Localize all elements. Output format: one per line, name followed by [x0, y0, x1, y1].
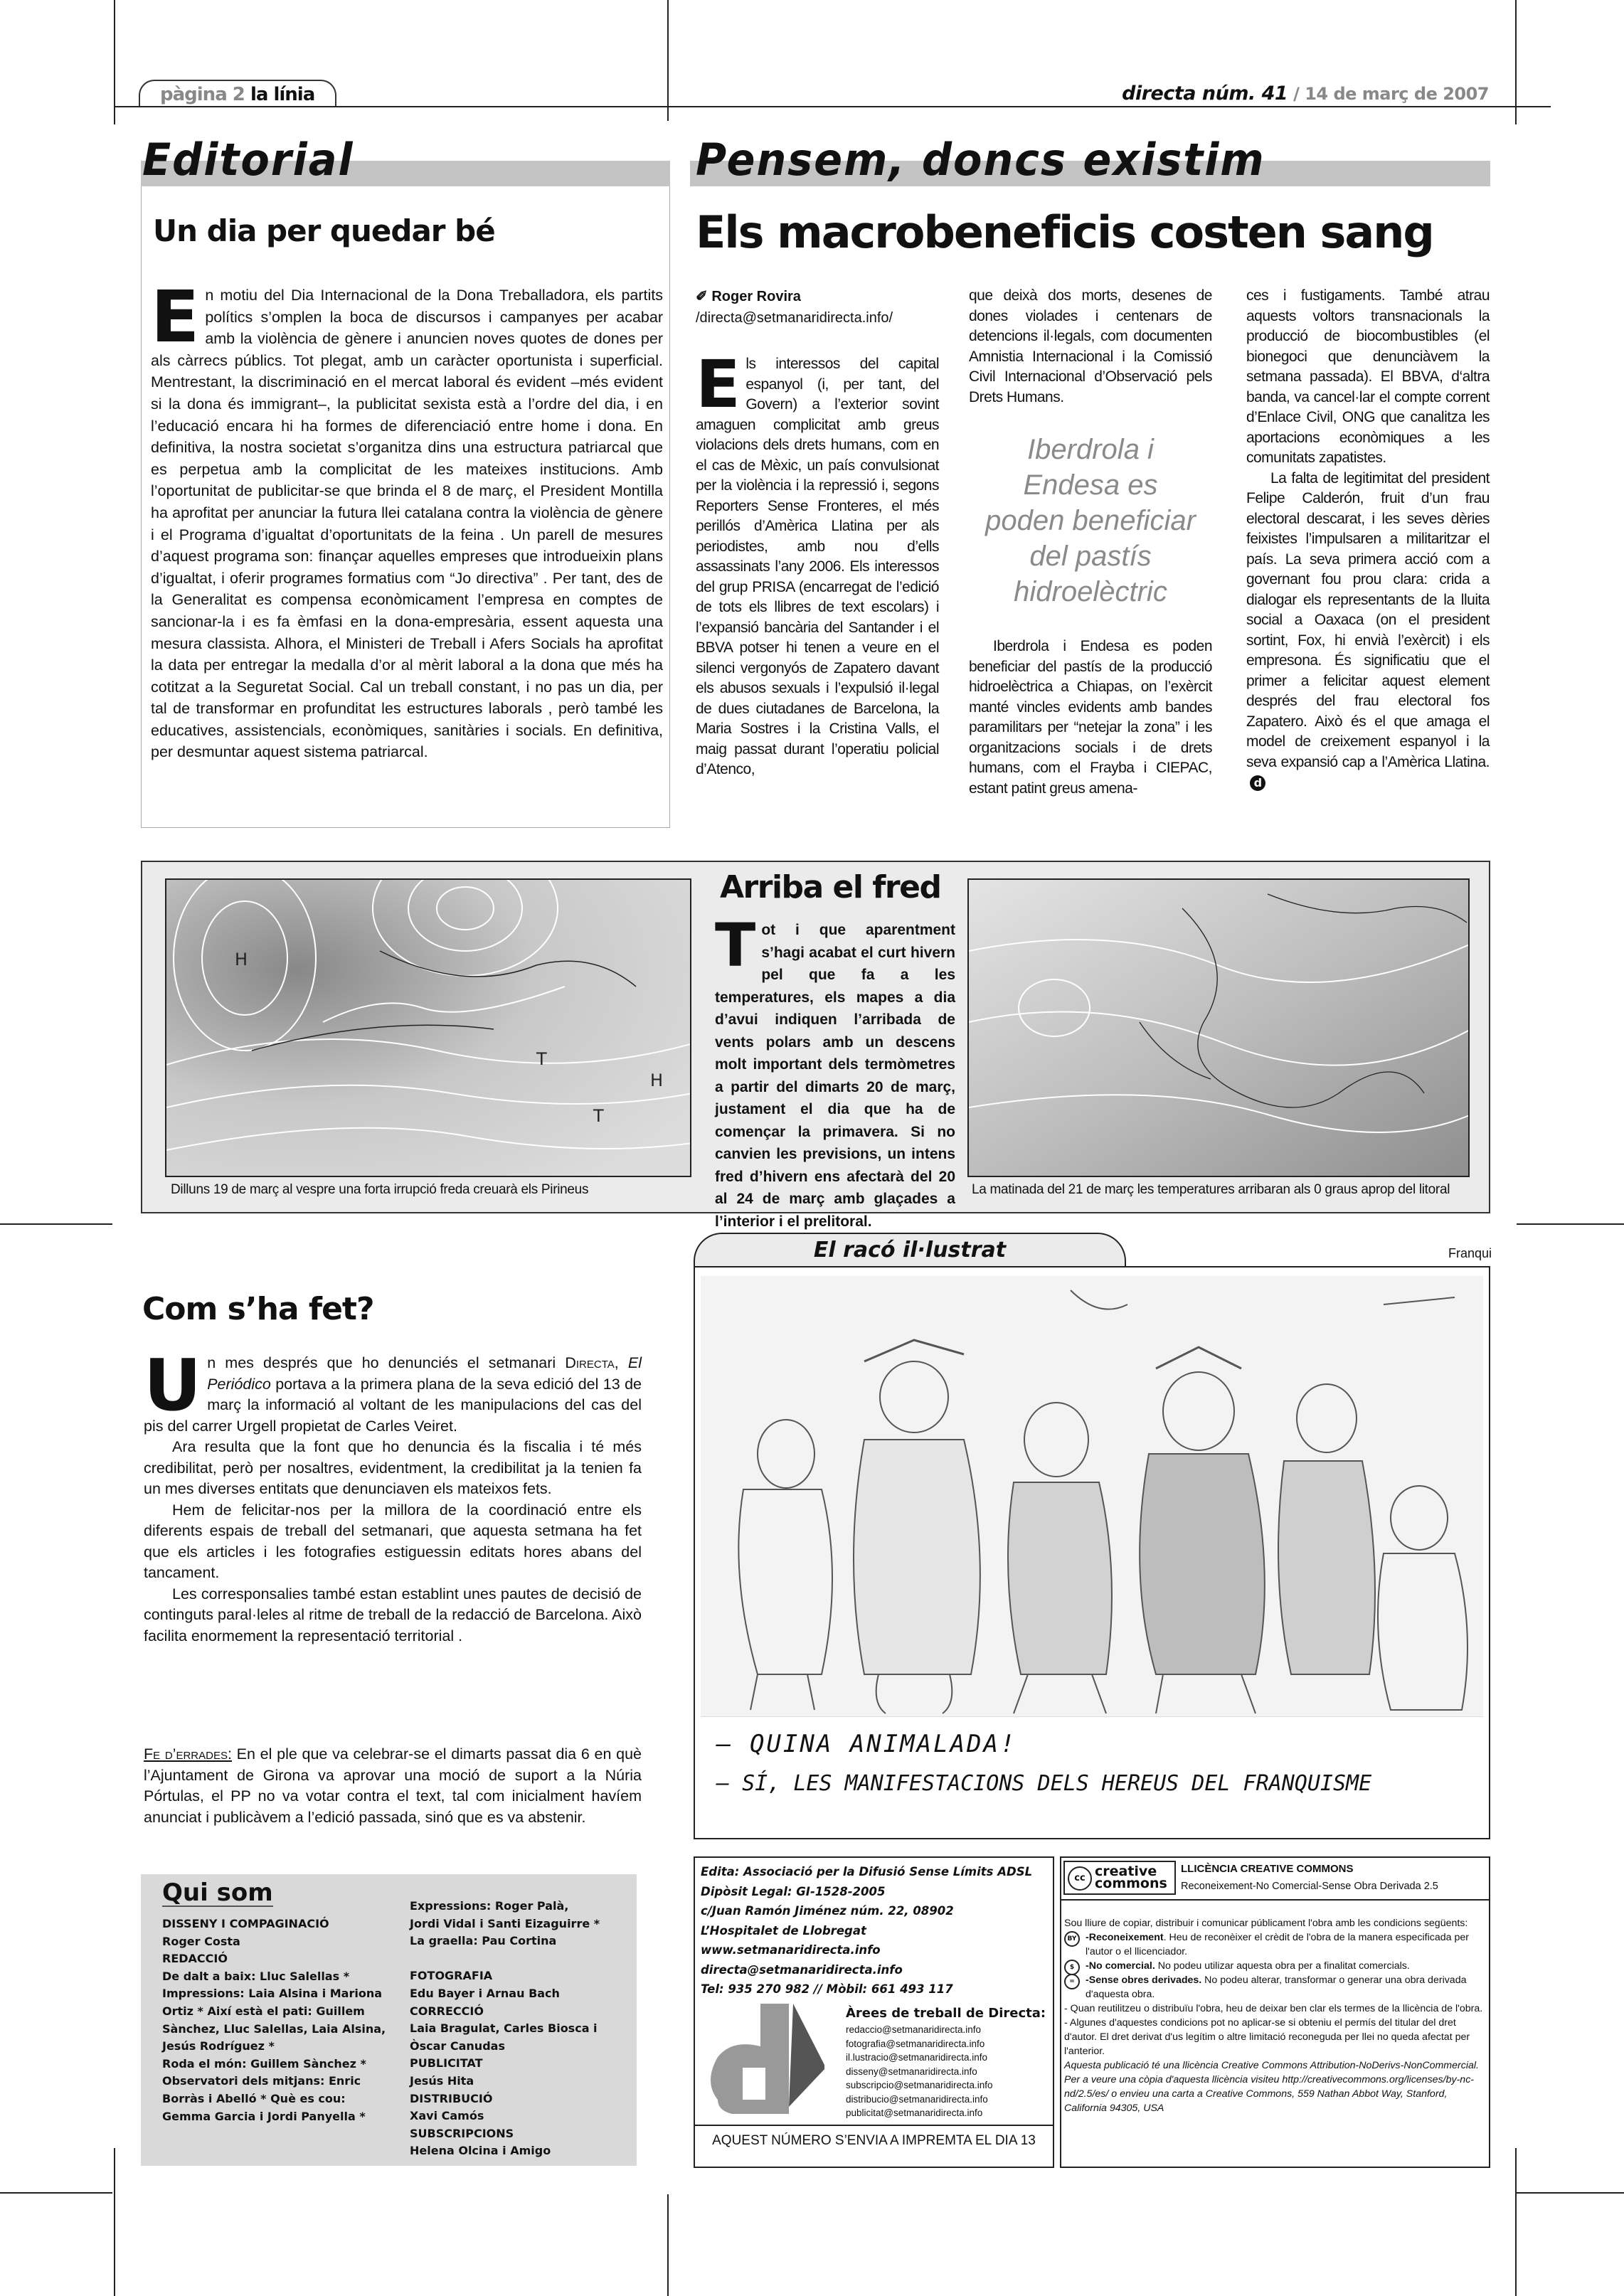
map-left-caption: Dilluns 19 de març al vespre una forta irrupció freda creuarà els Pirineus — [171, 1182, 589, 1197]
crop-mark — [667, 0, 669, 121]
opinion-section-title: Pensem, doncs existim — [696, 134, 1265, 186]
credit-line: Xavi Camós — [410, 2109, 484, 2123]
credits-left — [162, 1915, 418, 2125]
pull-quote: Iberdrola i Endesa es poden beneficiar del pastís hidroelèctric — [985, 434, 1196, 607]
map-right-caption: La matinada del 21 de març les temperatures arribaran als 0 graus aprop del litoral — [972, 1182, 1450, 1197]
weather-text: ot i que aparentment s’hagi acabat el curt hivern pel que fa a les temperatures, els mapes a dia d’avui indiquen l’arribada de vents polars amb un descens molt important dels termòmetres a partir del dimarts 20 de març, justament el dia que ha de començar la primavera. Si no canvien les previsions, un intens fred d’hivern ens afectarà del 20 al 24 de març amb glaçades a l’interior i el prelitoral. — [715, 922, 955, 1230]
condition-name: -Sense obres derivades. — [1086, 1975, 1202, 1986]
weather-body — [715, 910, 955, 1233]
cartoon-drawing — [701, 1276, 1483, 1717]
drop-cap: U — [144, 1344, 202, 1427]
errata-text: En el ple que va celebrar-se el dimarts passat dia 6 en què l’Ajuntament de Girona va aprovar una moció de suport a la Núria Pórtulas, el PP no va votar contra el text, tal com inicialment havíem anunciat i publicàvem a l’edició passada, sinó que es va abstenir. — [144, 1745, 642, 1826]
creative-commons-logo — [1063, 1861, 1176, 1895]
license-note-1: - Quan reutilitzeu o distribuïu l'obra, heu de deixar ben clar els termes de la llicència de l'obra. — [1064, 2003, 1483, 2014]
article-col2-bottom — [969, 637, 1212, 799]
drop-cap: E — [151, 275, 200, 358]
credit-line: Helena Olcina i Amigo — [410, 2144, 551, 2158]
author-email: /directa@setmanaridirecta.info/ — [696, 310, 893, 326]
credit-line: Sànchez, Lluc Salellas, Laia Alsina, — [162, 2021, 386, 2036]
cartoon-caption-2: — SÍ, LES MANIFESTACIONS DELS HEREUS DEL FRANQUISME — [716, 1771, 1372, 1796]
cartoon-tab — [694, 1233, 1126, 1267]
crop-mark — [1517, 1223, 1624, 1225]
text: portava a la primera plana de la seva edició del 13 de març la informació al voltant de les manipulacions del cas del pis del carrer Urgell propietat de Carles Veiret. — [144, 1375, 642, 1435]
license-box — [1060, 1856, 1490, 2168]
article-title: Els macrobeneficis costen sang — [696, 206, 1433, 258]
article-col2-top: que deixà dos morts, desenes de dones violades i centenars de detencions il·legals, com documenten Amnistia Internacional i la Comissió Civil Internacional d’Observació pels Drets Humans. — [969, 287, 1212, 405]
article-text: Iberdrola i Endesa es poden beneficiar del pastís de la producció hidroelèctrica a Chiapas, on l’exèrcit manté vincles evidents amb bandes paramilitars per “netejar la zona” i les organitzacions socials i de drets humans, com el Frayba i CIEPAC, estant patint greus amena- — [969, 638, 1212, 797]
crop-mark — [1515, 2148, 1517, 2296]
license-title: LLICÈNCIA CREATIVE COMMONS — [1181, 1863, 1354, 1875]
article-col1-text — [696, 346, 939, 780]
print-note: AQUEST NÚMERO S’ENVIA A IMPREMTA EL DIA 13 — [695, 2125, 1053, 2156]
credit-line: Expressions: Roger Palà, — [410, 1899, 569, 1913]
svg-text:H: H — [650, 1070, 664, 1090]
area-email[interactable]: publicitat@setmanaridirecta.info — [846, 2108, 983, 2118]
credit-line: De dalt a baix: Lluc Salellas * — [162, 1969, 350, 1983]
editorial-body — [151, 275, 663, 763]
errata — [144, 1744, 642, 1828]
credit-line: Edu Bayer i Arnau Bach — [410, 1986, 560, 2000]
article-text: ls interessos del capital espanyol (i, per tant, del Govern) a l’exterior sovint amaguen complicitat amb greus violacions dels drets humans, com en el cas de Mèxic, un país convulsionat per la violència i la repressió i, segons Reporters Sense Fronteres, el més perillós d’Amèrica Llatina per als periodistes, amb nou d’ells assassinats l’any 2006. Els interessos del grup PRISA (encarregat de l’edició de tots els llibres de text escolars) i l’expansió bancària del Santander i el BBVA potser hi tenen a veure en el silenci vergonyós de Zapatero davant els abusos sexuals i l’expulsió il·legal de dues ciutadanes de Barcelona, la Maria Sostres i la Cristina Valls, el maig passat durant l’operatiu policial d’Atenco, — [696, 356, 939, 777]
page-number: pàgina 2 — [160, 84, 245, 105]
qui-som-box — [141, 1874, 637, 2166]
license-condition — [1064, 1959, 1487, 1973]
condition-name: -Reconeixement — [1086, 1932, 1164, 1943]
condition-text: No podeu alterar, transformar o generar una obra derivada d'aquesta obra. — [1086, 1975, 1467, 2000]
byline: ✐ Roger Rovira /directa@setmanaridirecta.info/ — [696, 289, 893, 326]
license-details: Aquesta publicació té una llicència Creative Commons Attribution-NoDerivs-NonCommercial. Per a veure una còpia d'aquesta llicència visiteu http://creativecommons.org/licenses/by-nc-nd/2.5/es/ o envieu una carta a Creative Commons, 559 Nathan Abbot Way, Stanford, California 94305, USA — [1064, 2060, 1479, 2114]
imprint-line: Dipòsit Legal: GI-1528-2005 — [701, 1884, 886, 1898]
article-column-2 — [969, 286, 1212, 799]
areas-list — [846, 2023, 993, 2120]
temperature-map-image — [969, 880, 1470, 1177]
license-subtitle: Reconeixement-No Comercial-Sense Obra Derivada 2.5 — [1181, 1881, 1438, 1892]
credit-line: Observatori dels mitjans: Enric — [162, 2074, 361, 2088]
article-column-1 — [696, 286, 939, 780]
logo-text: creative — [1095, 1864, 1157, 1879]
crop-mark — [114, 2148, 115, 2296]
page-section-tab — [139, 80, 336, 107]
directa-logo — [704, 2004, 824, 2114]
area-email[interactable]: redaccio@setmanaridirecta.info — [846, 2024, 982, 2035]
imprint-line: www.setmanaridirecta.info — [701, 1943, 881, 1957]
paragraph: Hem de felicitar-nos per la millora de la coordinació entre els diferents espais de treball del setmanari, que aquesta setmana ha fet que els articles i les fotografies estiguessin editats hores abans del tancament. — [144, 1501, 642, 1581]
credit-line: Laia Bragulat, Carles Biosca i — [410, 2021, 598, 2036]
text: , — [614, 1354, 628, 1371]
credit-line: Jordi Vidal i Santi Eizaguirre * — [410, 1916, 600, 1930]
credit-line: CORRECCIÓ — [410, 2004, 484, 2018]
paragraph: Ara resulta que la font que ho denuncia és la fiscalia i té més credibilitat, però per nosaltres, evidentment, la credibilitat ja la tenien fa un mes diverses entitats que denunciaven els mateixos fets. — [144, 1438, 642, 1497]
logo-text: commons — [1095, 1876, 1167, 1891]
publication-issue: directa núm. 41 — [1122, 83, 1288, 105]
com-sha-fet-body — [144, 1344, 642, 1647]
area-email[interactable]: subscripcio@setmanaridirecta.info — [846, 2080, 993, 2090]
license-note-2: - Algunes d'aquestes condicions pot no aplicar-se si obteniu el permís del titular del dret d'autor. El dret derivat d'us legítim o altre limitació reconeguda per llei no queda afectat per l'anterior. — [1064, 2017, 1470, 2057]
cc-icon: cc — [1068, 1866, 1092, 1891]
imprint-lines — [701, 1862, 1032, 1999]
cartoon-section-title: El racó il·lustrat — [813, 1238, 1007, 1263]
errata-label: Fe d’errades: — [144, 1745, 232, 1763]
end-mark-icon: d — [1250, 775, 1265, 791]
imprint-line: Tel: 935 270 982 // Mòbil: 661 493 117 — [701, 1982, 953, 1996]
paragraph: Les corresponsalies també estan establint unes pautes de decisió de continguts paral·leles al ritme de treball de la redacció de Barcelona. Això facilita enormement la representació territorial . — [144, 1585, 642, 1644]
svg-text:H: H — [235, 950, 248, 969]
periodico-name: El Periódico — [207, 1354, 642, 1393]
credit-line: La graella: Pau Cortina — [410, 1934, 557, 1948]
article-text: ces i fustigaments. També atrau aquests voltors transnacionals la producció de biocombustibles (el bionegoci que denunciàvem la setmana passada). El BBVA, d‘altra banda, va cancel·lar el compte corrent d’Enlace Civil, ONG que canalitza les aportacions econòmiques a les comunitats zapatistes. — [1246, 287, 1490, 466]
condition-name: -No comercial. — [1086, 1960, 1155, 1972]
condition-text: . Heu de reconèixer el crèdit de l'obra de la manera especificada per l'autor o el llicenciador. — [1086, 1932, 1469, 1957]
credit-line: FOTOGRAFIA — [410, 1969, 493, 1983]
credit-line: Impressions: Laia Alsina i Mariona — [162, 1987, 383, 2001]
editorial-section-title: Editorial — [142, 134, 354, 186]
credits-right — [410, 1898, 630, 2160]
area-email[interactable]: disseny@setmanaridirecta.info — [846, 2066, 977, 2077]
license-condition-icon: = — [1064, 1974, 1080, 1989]
areas-title: Àrees de treball de Directa: — [846, 2006, 1046, 2021]
editorial-text: n motiu del Dia Internacional de la Dona Treballadora, els partits polítics s’omplen la boca de discursos i campanyes per acabar amb la violència de gènere i anuncien noves quotes de dones per als càrrecs públics. Tot plegat, amb un caràcter oportunista i superficial. Mentrestant, la discriminació en el mercat laboral és evident –més evident si la dona és immigrant–, la publicitat sexista està a l’ordre del dia, i en l’educació encara hi ha formes de diferenciació entre home i dona. En definitiva, la nostra societat s’organitza dins una estructura patriarcal que es perpetua amb la complicitat de les mateixes institucions. Amb l’oportunitat de publicitar-se que brinda el 8 de març, el President Montilla ha aprofitat per anunciar la futura llei catalana contra la violència de gènere i el Programa d’igualtat d’oportunitats de la feina . Un parell de mesures d’aquest programa son: finançar aquelles empreses que introdueixin plans d’igualtat, i oferir programes formatius com “Jo directiva” . Per tant, des de la Generalitat es compensa econòmicament l’empresa en comptes de sancionar-la i es fa èmfasi en la dona-empresària, essent aquesta una mesura classista. Alhora, el Ministeri de Treball i Afers Socials ha aprofitat la data per entregar la medalla d’or al mèrit laboral a la dona que més ha cotitzat a la Seguretat Social. Cal un treball constant, i no pas un dia, per tal de transformar en profunditat les estructures laborals , però també les educatives, assistencials, econòmiques, sanitàries i socials. En definitiva, per desmuntar aquest sistema patriarcal. — [151, 287, 663, 761]
imprint-box — [694, 1856, 1054, 2168]
weather-map-left — [165, 878, 691, 1177]
article-text — [1246, 469, 1490, 793]
editorial-title: Un dia per quedar bé — [153, 213, 495, 248]
isobar-map-image — [166, 880, 691, 1177]
credit-line: Òscar Canudas — [410, 2039, 505, 2053]
area-email[interactable]: distribucio@setmanaridirecta.info — [846, 2093, 988, 2105]
credit-line: PUBLICITAT — [410, 2056, 483, 2071]
crop-mark — [1517, 2192, 1624, 2194]
crop-mark — [0, 2192, 112, 2194]
license-condition — [1064, 1973, 1487, 2002]
qui-som-title: Qui som — [162, 1878, 273, 1907]
credit-line: Roda el món: Guillem Sànchez * — [162, 2056, 366, 2071]
imprint-line: Edita: Associació per la Difusió Sense Límits ADSL — [701, 1865, 1033, 1878]
credit-line: REDACCIÓ — [162, 1952, 228, 1966]
credit-line: Jesús Rodríguez * — [162, 2039, 275, 2053]
area-email[interactable]: fotografia@setmanaridirecta.info — [846, 2038, 985, 2049]
area-email[interactable]: il.lustracio@setmanaridirecta.info — [846, 2052, 988, 2063]
license-condition-icon: BY — [1064, 1931, 1080, 1947]
svg-text:T: T — [593, 1106, 604, 1126]
issue-date: / 14 de març de 2007 — [1288, 84, 1489, 104]
directa-name: Directa — [565, 1354, 615, 1371]
cartoon-caption-1: — QUINA ANIMALADA! — [716, 1730, 1017, 1758]
weather-title: Arriba el fred — [720, 869, 941, 905]
cartoon-illustration — [701, 1276, 1483, 1717]
condition-text: No podeu utilizar aquesta obra per a finalitat comercials. — [1155, 1960, 1410, 1972]
license-conditions — [1064, 1930, 1487, 2002]
credit-line: Ortiz * Així està el pati: Guillem — [162, 2004, 365, 2018]
imprint-line: c/Juan Ramón Jiménez núm. 22, 08902 — [701, 1904, 954, 1918]
article-column-3 — [1246, 286, 1490, 793]
svg-text:T: T — [536, 1049, 547, 1069]
credit-line: Jesús Hita — [410, 2073, 474, 2088]
credit-line: Gemma Garcia i Jordi Panyella * — [162, 2109, 366, 2123]
credit-line: SUBSCRIPCIONS — [410, 2126, 514, 2140]
license-condition-icon: $ — [1064, 1960, 1080, 1975]
credit-line: DISSENY I COMPAGINACIÓ — [162, 1917, 329, 1930]
credit-line: Borràs i Abelló * Què es cou: — [162, 2091, 346, 2105]
credit-line: Roger Costa — [162, 1934, 240, 1948]
weather-map-right — [967, 878, 1470, 1177]
author-name: Roger Rovira — [711, 289, 801, 304]
issue-info — [1122, 83, 1489, 105]
cartoon-author: Franqui — [1448, 1246, 1492, 1260]
drop-cap: E — [696, 346, 741, 422]
imprint-line: L’Hospitalet de Llobregat — [701, 1923, 866, 1938]
com-sha-fet-title: Com s’ha fet? — [142, 1291, 374, 1327]
credit-line — [410, 1950, 630, 1968]
section-name: la línia — [250, 84, 315, 105]
crop-mark — [0, 1223, 112, 1225]
imprint-line: directa@setmanaridirecta.info — [701, 1962, 903, 1977]
cartoon-frame — [694, 1266, 1490, 1839]
crop-mark — [667, 2194, 669, 2296]
license-intro: Sou lliure de copiar, distribuir i comunicar públicament l'obra amb les condicions següents: — [1064, 1918, 1468, 1929]
article-text-end: La falta de legitimitat del president Felipe Calderón, fruit d’un frau electoral descarat, i les seves dèries feixistes l’impulsaren a militaritzar el país. La seva primera acció com a governant fou prou clara: crida a dialogar els representants de la lluita social a Oaxaca (on el president sortint, Fox, hi envià l’exèrcit) i els empresona. És significatiu que el primer a felicitar aquest element després del frau electoral fos Zapatero. Això és el que amaga el model de creixement espanyol i la seva expansió cap a l’Amèrica Llatina. — [1246, 469, 1490, 770]
text: n mes després que ho denunciés el setmanari — [207, 1354, 566, 1371]
license-condition — [1064, 1930, 1487, 1959]
header-rule — [114, 106, 1551, 107]
drop-cap: T — [715, 910, 756, 980]
credit-line: DISTRIBUCIÓ — [410, 2091, 493, 2105]
